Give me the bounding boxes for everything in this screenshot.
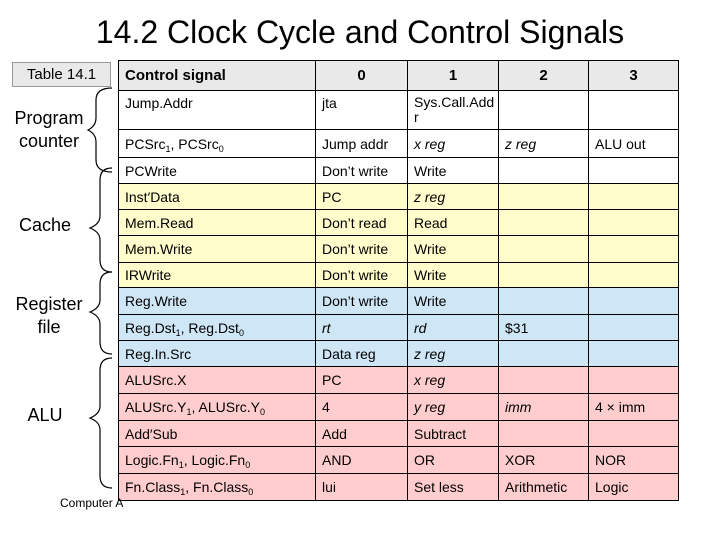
signal-value-3 <box>589 263 679 288</box>
signal-value-2 <box>499 341 589 367</box>
signal-value-0: Add <box>316 421 408 447</box>
signal-value-1: Write <box>408 236 499 263</box>
table-row <box>119 421 679 447</box>
signal-name: Fn.Class$_1$, Fn.Class$_0$ <box>119 474 316 501</box>
group-label-register-file: Register file <box>15 294 83 337</box>
signal-value-3: NOR <box>589 447 679 474</box>
signal-name <box>119 91 316 130</box>
signal-value-3 <box>589 236 679 263</box>
signal-value-2: XOR <box>499 447 589 474</box>
signal-value-2 <box>499 184 589 210</box>
signal-value-2 <box>499 210 589 236</box>
signal-value-1: Write <box>408 288 499 315</box>
signal-value-1: x reg <box>408 367 499 394</box>
signal-value-3 <box>589 288 679 315</box>
signal-name: Reg.Dst$_1$, Reg.Dst$_0$ <box>119 315 316 341</box>
signal-value-3 <box>589 315 679 341</box>
signal-name: Inst′Data <box>119 184 316 210</box>
signal-value-3 <box>589 158 679 184</box>
signal-value-1: z reg <box>408 341 499 367</box>
group-label-cache: Cache <box>18 215 72 235</box>
brace-cache <box>90 168 112 272</box>
signal-value-1: rd <box>408 315 499 341</box>
table-row <box>119 447 679 474</box>
group-braces <box>78 0 118 540</box>
table-row <box>119 367 679 394</box>
signal-value-0: Don’t write <box>316 263 408 288</box>
table-row <box>119 394 679 421</box>
signal-value-1: Subtract <box>408 421 499 447</box>
signal-name: Reg.In.Src <box>119 341 316 367</box>
signal-value-1: Write <box>408 263 499 288</box>
signal-value-0: 4 <box>316 394 408 421</box>
header-value-3: 3 <box>589 61 679 91</box>
signal-value-0: Don’t write <box>316 158 408 184</box>
table-row <box>119 341 679 367</box>
signal-value-1: x reg <box>408 130 499 158</box>
signal-value-0: jta <box>316 91 408 130</box>
signal-name: Reg.Write <box>119 288 316 315</box>
signal-value-2 <box>499 288 589 315</box>
signal-value-0: Jump addr <box>316 130 408 158</box>
signal-value-3 <box>589 421 679 447</box>
group-label-alu: ALU <box>27 405 63 425</box>
table-row <box>119 263 679 288</box>
footer-caption <box>60 496 332 510</box>
signal-value-3: 4 × imm <box>589 394 679 421</box>
signal-value-3 <box>589 184 679 210</box>
signal-value-3 <box>589 91 679 130</box>
header-control-signal: Control signal <box>119 61 316 91</box>
signal-name-text: Jump.Addr <box>125 95 193 111</box>
signal-value-0: AND <box>316 447 408 474</box>
signal-name: $ALUSrc.Y_1$, $ALUSrc.Y_0$ <box>119 394 316 421</box>
signal-value-1: Read <box>408 210 499 236</box>
signal-value-3: Logic <box>589 474 679 501</box>
brace-alu <box>90 358 112 488</box>
group-label-program-counter: Program counter <box>14 108 84 151</box>
signal-name: Mem.Write <box>119 236 316 263</box>
signal-name: ALUSrc.X <box>119 367 316 394</box>
signal-name: PCWrite <box>119 158 316 184</box>
signal-value-2: imm <box>499 394 589 421</box>
signal-value-0: Don’t write <box>316 288 408 315</box>
signal-value-2 <box>499 91 589 130</box>
table-row <box>119 158 679 184</box>
signal-value-1: Sys.Call.Addr <box>408 91 499 130</box>
signal-value-2 <box>499 263 589 288</box>
signal-value-0: lui <box>316 474 408 501</box>
table-row <box>119 91 679 130</box>
header-value-2: 2 <box>499 61 589 91</box>
table-row <box>119 130 679 158</box>
signal-value-2: z reg <box>499 130 589 158</box>
signal-value-2 <box>499 367 589 394</box>
signal-value-3 <box>589 367 679 394</box>
signal-name: $Logic.Fn_1$, $Logic.Fn_0$ <box>119 447 316 474</box>
brace-program-counter <box>88 88 112 172</box>
signal-value-0: rt <box>316 315 408 341</box>
table-row <box>119 315 679 341</box>
signal-value-3: ALU out <box>589 130 679 158</box>
header-value-1: 1 <box>408 61 499 91</box>
table-row <box>119 184 679 210</box>
table-row <box>119 210 679 236</box>
signal-value-2 <box>499 236 589 263</box>
table-row <box>119 236 679 263</box>
signal-name: IRWrite <box>119 263 316 288</box>
signal-value-2: Arithmetic <box>499 474 589 501</box>
signal-value-2 <box>499 421 589 447</box>
signal-value-1: z reg <box>408 184 499 210</box>
signal-value-3 <box>589 210 679 236</box>
table-number-tag: Table 14.1 <box>12 62 111 87</box>
brace-register-file <box>90 272 112 354</box>
control-signals-table <box>118 60 679 501</box>
header-value-0: 0 <box>316 61 408 91</box>
signal-name: Mem.Read <box>119 210 316 236</box>
signal-value-3 <box>589 341 679 367</box>
signal-value-1: y reg <box>408 394 499 421</box>
table-header-row <box>119 61 679 91</box>
signal-value-1: OR <box>408 447 499 474</box>
signal-value-0: Data reg <box>316 341 408 367</box>
signal-value-0: Don’t write <box>316 236 408 263</box>
signal-value-0: Don’t read <box>316 210 408 236</box>
signal-value-0: PC <box>316 367 408 394</box>
signal-value-0: PC <box>316 184 408 210</box>
signal-value-1: Set less <box>408 474 499 501</box>
signal-name: PCSrc$_1$, PCSrc$_0$ <box>119 130 316 158</box>
signal-name: Add′Sub <box>119 421 316 447</box>
signal-value-1: Write <box>408 158 499 184</box>
table-row <box>119 288 679 315</box>
slide-title: 14.2 Clock Cycle and Control Signals <box>95 14 625 50</box>
signal-value-2 <box>499 158 589 184</box>
footer-visible-text: Computer A <box>60 496 124 510</box>
signal-value-2: $31 <box>499 315 589 341</box>
